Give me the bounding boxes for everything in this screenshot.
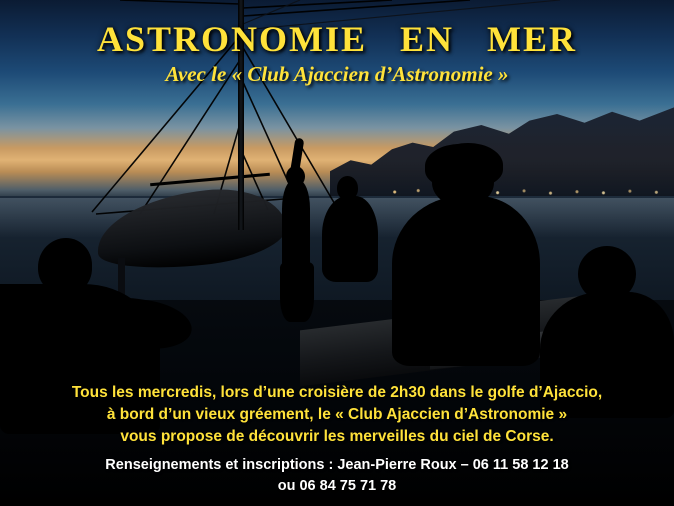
poster-body	[0, 382, 674, 448]
body-line-3: vous propose de découvrir les merveilles du ciel de Corse.	[120, 428, 554, 445]
poster-title: ASTRONOMIE EN MER	[96, 19, 578, 59]
contact-line-2: ou 06 84 75 71 78	[277, 478, 397, 494]
body-line-1: Tous les mercredis, lors d’une croisière de 2h30 dans le golfe d’Ajaccio,	[71, 384, 603, 401]
seated-person-body	[322, 196, 378, 282]
poster-contact	[0, 455, 674, 497]
poster-subtitle: Avec le « Club Ajaccien d’Astronomie »	[165, 62, 509, 86]
body-line-2: à bord d’un vieux gréement, le « Club Ajaccien d’Astronomie »	[106, 406, 568, 423]
right-person-body	[392, 196, 540, 366]
contact-line-1: Renseignements et inscriptions : Jean-Pierre Roux – 06 11 58 12 18	[105, 457, 569, 473]
standing-person-legs	[280, 262, 314, 322]
